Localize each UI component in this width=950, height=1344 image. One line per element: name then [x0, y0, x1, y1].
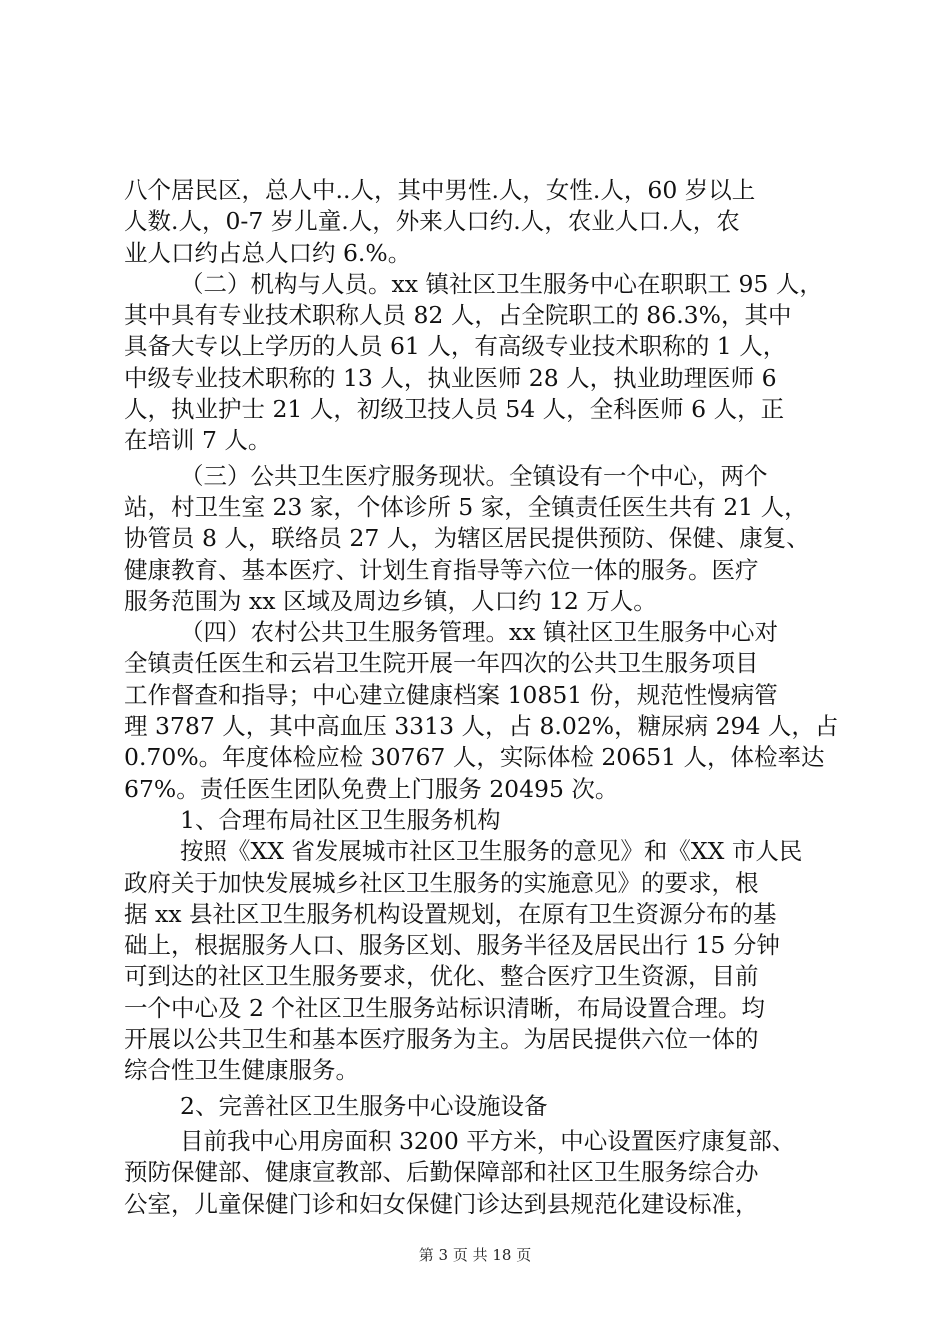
text-line: 目前我中心用房面积 3200 平方米，中心设置医疗康复部、 — [180, 1126, 796, 1155]
text-line: 中级专业技术职称的 13 人，执业医师 28 人，执业助理医师 6 — [124, 363, 777, 392]
page-number-footer: 第 3 页 共 18 页 — [418, 1246, 532, 1264]
subsection-heading-2: 2、完善社区卫生服务中心设施设备 — [180, 1091, 548, 1120]
text-line: 一个中心及 2 个社区卫生服务站标识清晰，布局设置合理。均 — [124, 993, 765, 1022]
text-line: 预防保健部、健康宣教部、后勤保障部和社区卫生服务综合办 — [124, 1158, 759, 1187]
text-line: 67%。责任医生团队免费上门服务 20495 次。 — [124, 774, 619, 803]
section-heading-3: （三）公共卫生医疗服务现状。全镇设有一个中心，两个 — [180, 461, 768, 490]
text-line: 八个居民区，总人中..人，其中男性.人，女性.人，60 岁以上 — [124, 176, 756, 204]
text-line: 础上，根据服务人口、服务区划、服务半径及居民出行 15 分钟 — [124, 931, 780, 960]
text-line: 具备大专以上学历的人员 61 人，有高级专业技术职称的 1 人， — [124, 332, 787, 361]
text-line: 站，村卫生室 23 家，个体诊所 5 家，全镇责任医生共有 21 人， — [124, 492, 808, 521]
document-body — [124, 175, 839, 1220]
text-line: 协管员 8 人，联络员 27 人，为辖区居民提供预防、保健、康复、 — [124, 524, 810, 553]
text-line: 公室，儿童保健门诊和妇女保健门诊达到县规范化建设标准， — [124, 1189, 759, 1218]
text-line: 综合性卫生健康服务。 — [124, 1056, 359, 1085]
text-line: 据 xx 县社区卫生服务机构设置规划，在原有卫生资源分布的基 — [124, 899, 777, 928]
text-line: 按照《XX 省发展城市社区卫生服务的意见》和《XX 市人民 — [180, 837, 803, 866]
text-line: 工作督查和指导；中心建立健康档案 10851 份，规范性慢病管 — [124, 680, 778, 709]
text-line: 其中具有专业技术职称人员 82 人，占全院职工的 86.3%，其中 — [124, 301, 792, 330]
text-line: 人数.人，0-7 岁儿童.人，外来人口约.人，农业人口.人，农 — [124, 207, 740, 236]
text-line: 理 3787 人，其中高血压 3313 人，占 8.02%，糖尿病 294 人，占 — [124, 712, 839, 741]
text-line: 政府关于加快发展城乡社区卫生服务的实施意见》的要求，根 — [124, 868, 759, 897]
text-line: 可到达的社区卫生服务要求，优化、整合医疗卫生资源，目前 — [124, 962, 759, 991]
subsection-heading-1: 1、合理布局社区卫生服务机构 — [180, 805, 501, 834]
text-line: 业人口约占总人口约 6.%。 — [124, 238, 412, 267]
text-line: 全镇责任医生和云岩卫生院开展一年四次的公共卫生服务项目 — [124, 649, 759, 678]
text-line: 服务范围为 xx 区域及周边乡镇，人口约 12 万人。 — [124, 586, 657, 615]
text-line: 健康教育、基本医疗、计划生育指导等六位一体的服务。医疗 — [124, 555, 759, 584]
section-heading-4: （四）农村公共卫生服务管理。xx 镇社区卫生服务中心对 — [180, 618, 778, 647]
section-heading-2: （二）机构与人员。xx 镇社区卫生服务中心在职职工 95 人， — [180, 269, 823, 298]
text-line: 开展以公共卫生和基本医疗服务为主。为居民提供六位一体的 — [124, 1025, 759, 1054]
text-line: 人，执业护士 21 人，初级卫技人员 54 人，全科医师 6 人，正 — [124, 395, 785, 424]
text-line: 0.70%。年度体检应检 30767 人，实际体检 20651 人，体检率达 — [124, 743, 825, 772]
text-line: 在培训 7 人。 — [124, 426, 272, 455]
